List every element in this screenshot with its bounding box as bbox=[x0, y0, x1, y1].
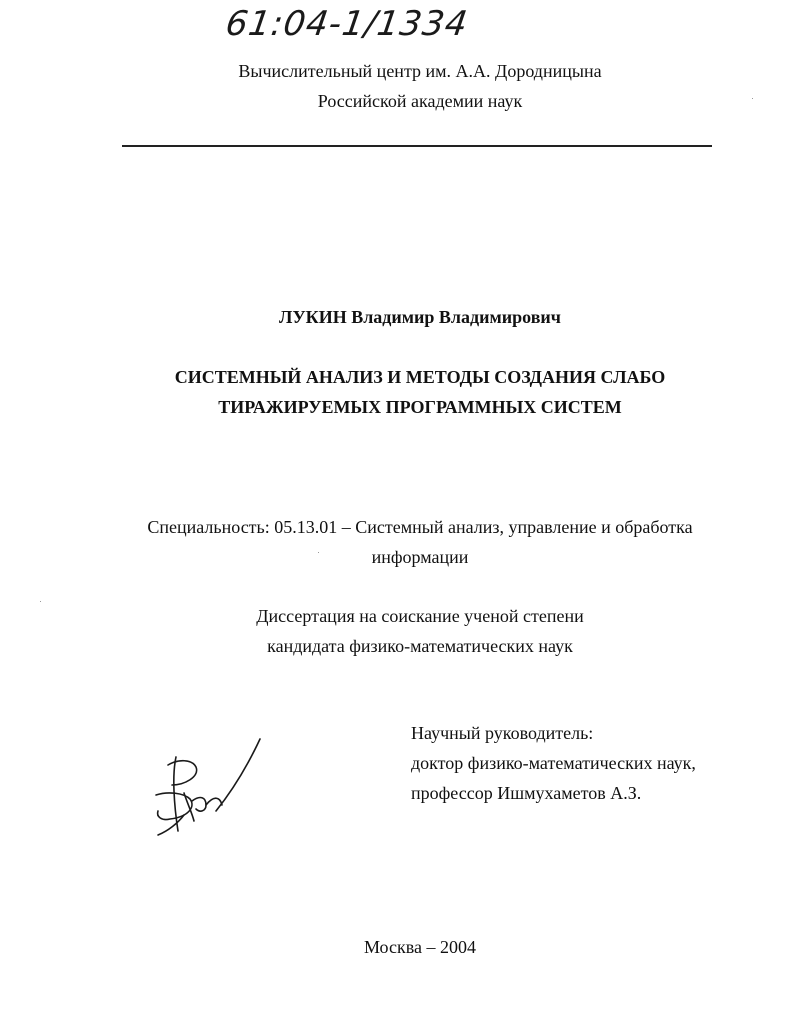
degree-line-2: кандидата физико-математических наук bbox=[267, 636, 573, 656]
scan-speck bbox=[318, 552, 319, 553]
advisor-name: профессор Ишмухаметов А.З. bbox=[411, 783, 642, 803]
scan-speck bbox=[40, 601, 41, 602]
dissertation-title-line-2: ТИРАЖИРУЕМЫХ ПРОГРАММНЫХ СИСТЕМ bbox=[218, 397, 622, 417]
dissertation-title-line-1: СИСТЕМНЫЙ АНАЛИЗ И МЕТОДЫ СОЗДАНИЯ СЛАБО bbox=[174, 367, 666, 387]
city-year: Москва – 2004 bbox=[364, 937, 476, 957]
author-name: ЛУКИН Владимир Владимирович bbox=[279, 307, 561, 327]
organization-line-1: Вычислительный центр им. А.А. Дородницына bbox=[238, 61, 602, 81]
signature-drawing bbox=[148, 735, 268, 845]
archive-number: 61:04-1/1334 bbox=[223, 4, 471, 44]
header-divider bbox=[122, 145, 712, 147]
advisor-degree: доктор физико-математических наук, bbox=[411, 753, 696, 773]
advisor-label: Научный руководитель: bbox=[411, 723, 594, 743]
specialty-line-1: Специальность: 05.13.01 – Системный анализ, управление и обработка bbox=[147, 517, 693, 537]
specialty-line-2: информации bbox=[371, 547, 469, 567]
degree-line-1: Диссертация на соискание ученой степени bbox=[256, 606, 584, 626]
scan-speck bbox=[752, 98, 753, 99]
organization-line-2: Российской академии наук bbox=[317, 91, 523, 111]
